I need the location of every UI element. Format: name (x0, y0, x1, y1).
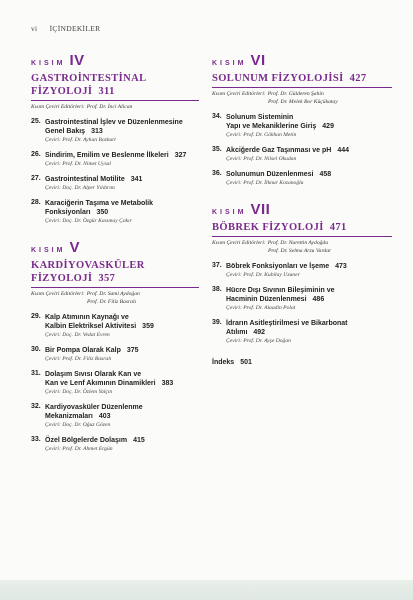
chapter-translator: Çeviri: Prof. Dr. Kubilay Uzuner (226, 272, 300, 278)
part-title-line: GASTROİNTESTİNAL (31, 73, 147, 84)
editor-name: Prof. Dr. Sami Aydoğan (86, 291, 140, 297)
part-label-word: KISIM (31, 247, 66, 254)
part-label (212, 201, 392, 219)
chapter-page-number: 458 (319, 171, 332, 178)
part-roman-numeral: VI (250, 52, 266, 69)
part-title-line: FİZYOLOJİ (31, 86, 93, 97)
chapter-title-line: Kalp Atımının Kaynağı ve (45, 314, 129, 321)
chapter-title (45, 370, 199, 388)
index-label: İndeks (212, 359, 235, 366)
part-section (31, 52, 199, 225)
editor-name: Prof. Dr. Gülderen Şahin (267, 91, 324, 97)
editors-label: Kısım Çeviri Editörleri: (212, 240, 266, 246)
chapter-body (45, 151, 199, 168)
chapter-title-line: Kalbin Elektriksel Aktivitesi (45, 323, 137, 330)
chapter-entry (31, 346, 199, 363)
chapter-body (226, 170, 392, 187)
chapter-title-line: Gastrointestinal İşlev ve Düzenlenmesine (45, 119, 183, 126)
chapter-translator: Çeviri: Prof. Dr. Alaadin Polat (226, 305, 296, 311)
chapter-title (45, 118, 199, 136)
chapter-number: 26. (31, 151, 41, 158)
chapter-translator: Çeviri: Prof. Dr. Nimet Uysal (45, 161, 111, 167)
chapter-title-line: Genel Bakış (45, 128, 86, 135)
chapter-title-line: Kardiyovasküler Düzenlenme (45, 404, 143, 411)
chapter-body (45, 370, 199, 396)
editors-label: Kısım Çeviri Editörleri: (31, 291, 85, 297)
running-header (31, 24, 100, 33)
chapter-title (226, 286, 392, 304)
part-roman-numeral: VII (250, 201, 271, 218)
part-label-word: KISIM (212, 209, 247, 216)
right-column (212, 52, 392, 366)
chapter-body (45, 436, 199, 453)
editor-name: Prof. Dr. Selma Arzu Vardar (268, 248, 332, 254)
chapter-entry (31, 403, 199, 429)
chapter-page-number: 383 (161, 380, 174, 387)
chapter-title-line: Solunum Sisteminin (226, 114, 294, 121)
chapter-page-number: 327 (174, 152, 187, 159)
chapter-body (226, 146, 392, 163)
chapter-title-line: Yapı ve Mekaniklerine Giriş (226, 123, 317, 130)
editor-name: Prof. Dr. Filiz Basralı (87, 299, 137, 305)
part-title (212, 221, 392, 237)
chapter-translator: Çeviri: Doç. Dr. Oğuz Gözen (45, 422, 111, 428)
part-title-line: KARDİYOVASKÜLER (31, 260, 145, 271)
index-page-number: 501 (240, 359, 252, 366)
chapter-number: 34. (212, 113, 222, 120)
chapter-page-number: 341 (130, 176, 143, 183)
index-entry (212, 359, 392, 366)
chapter-title-line: Böbrek Fonksiyonları ve İşeme (226, 263, 330, 270)
chapter-number: 35. (212, 146, 222, 153)
chapter-title (226, 262, 392, 271)
chapter-number: 39. (212, 319, 222, 326)
chapter-body (226, 113, 392, 139)
chapter-title-line: Atılımı (226, 329, 248, 336)
chapter-title-line: Hücre Dışı Sıvının Bileşiminin ve (226, 287, 335, 294)
chapter-title-line: Bir Pompa Olarak Kalp (45, 347, 121, 354)
part-editors (31, 103, 199, 111)
chapter-number: 31. (31, 370, 41, 377)
chapter-entry (31, 436, 199, 453)
chapter-translator: Çeviri: Prof. Dr. Ayhan Bozkurt (45, 137, 116, 143)
chapter-number: 28. (31, 199, 41, 206)
chapter-title (226, 170, 392, 179)
chapter-title-line: Karaciğerin Taşıma ve Metabolik (45, 200, 154, 207)
chapter-title (45, 436, 199, 445)
chapter-entry (31, 313, 199, 339)
editors-label: Kısım Çeviri Editörleri: (31, 104, 85, 110)
chapter-body (45, 403, 199, 429)
chapter-title (226, 146, 392, 155)
chapter-entry (212, 146, 392, 163)
chapter-title-line: İdrarın Asitleştirilmesi ve Bikarbonat (226, 320, 348, 327)
chapter-page-number: 313 (91, 128, 103, 135)
chapter-title (226, 319, 392, 337)
chapter-translator: Çeviri: Doç. Dr. Alper Yıldırım (45, 185, 115, 191)
chapter-body (226, 286, 392, 312)
part-title (212, 72, 392, 88)
part-label-word: KISIM (212, 60, 247, 67)
chapter-body (226, 319, 392, 345)
chapter-page-number: 492 (253, 329, 266, 336)
chapter-translator: Çeviri: Prof. Dr. Gökhan Metin (226, 132, 297, 138)
chapter-entry (31, 175, 199, 192)
chapter-number: 33. (31, 436, 41, 443)
chapter-page-number: 403 (98, 413, 111, 420)
editor-name: Prof. Dr. Nurettin Aydoğdu (267, 240, 329, 246)
chapter-entry (31, 370, 199, 396)
part-editors (212, 90, 392, 106)
chapter-number: 38. (212, 286, 222, 293)
chapter-title-line: Hacminin Düzenlenmesi (226, 296, 307, 303)
chapter-title-line: Mekanizmaları (45, 413, 93, 420)
chapter-title-line: Solunumun Düzenlenmesi (226, 171, 314, 178)
chapter-page-number: 375 (126, 347, 139, 354)
chapter-title-line: Gastrointestinal Motilite (45, 176, 125, 183)
part-title-line: FİZYOLOJİ (31, 273, 93, 284)
chapter-entry (31, 118, 199, 144)
chapter-number: 30. (31, 346, 41, 353)
chapter-number: 36. (212, 170, 222, 177)
part-section (212, 201, 392, 345)
part-roman-numeral: V (69, 239, 80, 256)
chapter-body (45, 199, 199, 225)
chapter-translator: Çeviri: Prof. Dr. Filiz Basralı (45, 356, 112, 362)
chapter-entry (212, 170, 392, 187)
chapter-entry (212, 319, 392, 345)
chapter-title (226, 113, 392, 131)
chapter-entry (212, 286, 392, 312)
chapter-body (45, 346, 199, 363)
chapter-body (45, 118, 199, 144)
editor-name: Prof. Dr. İnci Alican (86, 104, 133, 110)
chapter-number: 32. (31, 403, 41, 410)
chapter-title (45, 151, 199, 160)
chapter-number: 37. (212, 262, 222, 269)
page-number: vi (31, 24, 38, 33)
part-section (31, 239, 199, 453)
chapter-entry (212, 262, 392, 279)
chapter-title-line: Dolaşım Sıvısı Olarak Kan ve (45, 371, 142, 378)
chapter-title-line: Sindirim, Emilim ve Beslenme İlkeleri (45, 152, 169, 159)
part-title (31, 259, 199, 288)
chapter-number: 25. (31, 118, 41, 125)
part-editors (212, 239, 392, 255)
chapter-page-number: 429 (322, 123, 334, 130)
chapter-page-number: 444 (337, 147, 349, 154)
chapter-page-number: 473 (335, 263, 347, 270)
chapter-page-number: 350 (96, 209, 109, 216)
left-column (31, 52, 199, 453)
part-page-number: 311 (98, 86, 115, 97)
chapter-title (45, 199, 199, 217)
chapter-page-number: 486 (312, 296, 325, 303)
chapter-title-line: Kan ve Lenf Akımının Dinamikleri (45, 380, 156, 387)
page-edge-band (0, 580, 413, 600)
part-roman-numeral: IV (69, 52, 85, 69)
part-title-line: SOLUNUM FİZYOLOJİSİ (212, 73, 344, 84)
chapter-title (45, 313, 199, 331)
chapter-number: 29. (31, 313, 41, 320)
chapter-entry (31, 199, 199, 225)
chapter-entry (212, 113, 392, 139)
chapter-title (45, 346, 199, 355)
part-section (212, 52, 392, 187)
chapter-body (226, 262, 392, 279)
part-page-number: 357 (98, 273, 116, 284)
chapter-number: 27. (31, 175, 41, 182)
chapter-translator: Çeviri: Doç. Dr. Vedat Evren (45, 332, 110, 338)
chapter-translator: Çeviri: Prof. Dr. İlknur Kozanoğlu (226, 180, 304, 186)
chapter-title (45, 175, 199, 184)
part-editors (31, 290, 199, 306)
editors-label: Kısım Çeviri Editörleri: (212, 91, 266, 97)
editor-name: Prof. Dr. Melek Bor Küçükatay (268, 99, 338, 105)
chapter-translator: Çeviri: Prof. Dr. Ahmet Ergün (45, 446, 113, 452)
part-title-line: BÖBREK FİZYOLOJİ (212, 222, 324, 233)
chapter-page-number: 359 (142, 323, 154, 330)
part-label (212, 52, 392, 70)
chapter-translator: Çeviri: Doç. Dr. Özlem Yalçın (45, 389, 113, 395)
chapter-body (45, 313, 199, 339)
chapter-translator: Çeviri: Prof. Dr. Ayşe Doğan (226, 338, 291, 344)
chapter-title-line: Akciğerde Gaz Taşınması ve pH (226, 147, 332, 154)
chapter-title-line: Özel Bölgelerde Dolaşım (45, 437, 128, 444)
part-page-number: 427 (349, 73, 367, 84)
chapter-title-line: Fonksiyonları (45, 209, 91, 216)
part-label-word: KISIM (31, 60, 66, 67)
part-label (31, 52, 199, 70)
chapter-title (45, 403, 199, 421)
chapter-translator: Çeviri: Prof. Dr. Nilsel Okudan (226, 156, 297, 162)
chapter-entry (31, 151, 199, 168)
part-page-number: 471 (329, 222, 347, 233)
running-title: İÇİNDEKİLER (49, 24, 101, 33)
part-title (31, 72, 199, 101)
part-label (31, 239, 199, 257)
chapter-page-number: 415 (133, 437, 145, 444)
chapter-translator: Çeviri: Doç. Dr. Özgür Kasımay Çakır (45, 218, 132, 224)
chapter-body (45, 175, 199, 192)
